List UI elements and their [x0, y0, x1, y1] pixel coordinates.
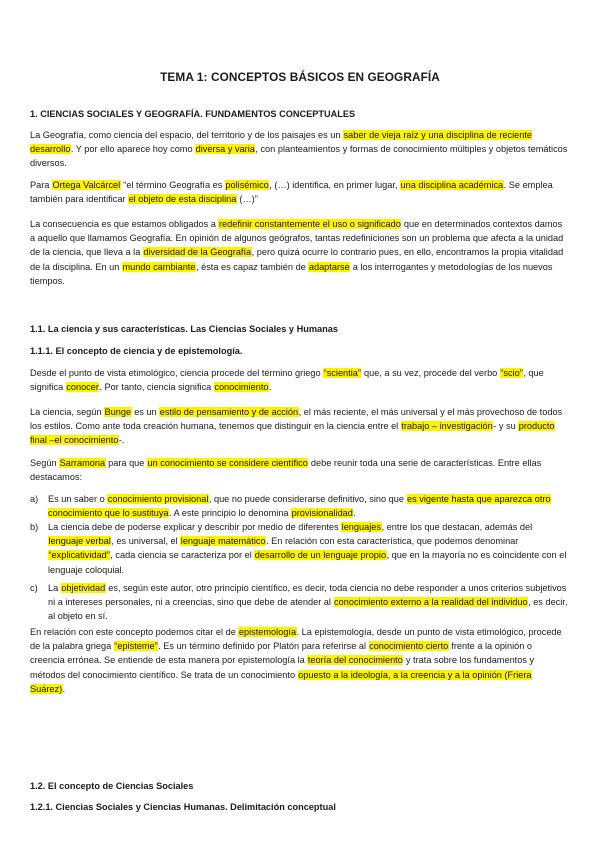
list-bullet: b): [30, 522, 39, 532]
highlighted-text: polisémico: [225, 180, 269, 190]
highlighted-text: saber de vieja raíz y una disciplina de reciente desarrollo: [30, 130, 533, 155]
text-run: , ésta es capaz también de: [195, 261, 309, 272]
text-run: , con planteamientos y formas de conocimiento múltiples y objetos temáticos diversos.: [30, 144, 568, 169]
text-run: .: [353, 508, 356, 519]
text-run: , cada ciencia se caracteriza por el: [110, 550, 255, 561]
highlighted-text: conocimiento cierto: [369, 641, 449, 652]
paragraph: [30, 128, 568, 171]
paragraph: [30, 456, 568, 484]
text-run: para que: [105, 458, 147, 468]
section-heading-1-2: 1.2. El concepto de Ciencias Sociales: [30, 781, 194, 791]
text-run: es, según este autor, otro principio científico, es decir, toda ciencia no debe responder a unos criterios subjetivos ni a intereses personales, ni a creencias, sino que debe de atender al: [48, 583, 567, 608]
text-run: es un: [131, 407, 160, 417]
text-run: Es un saber o: [48, 494, 108, 504]
highlighted-text: es vigente hasta que aparezca otro conocimiento que lo sustituya: [48, 494, 551, 519]
text-run: La ciencia debe de poderse explicar y describir por medio de diferentes: [48, 522, 342, 532]
text-run: . Por tanto, ciencia significa: [99, 382, 214, 393]
text-run: Según: [30, 458, 60, 468]
highlighted-text: el objeto de esta disciplina: [128, 194, 237, 205]
paragraph: [30, 625, 568, 696]
section-heading-1-2-1: 1.2.1. Ciencias Sociales y Ciencias Humanas. Delimitación conceptual: [30, 802, 336, 812]
paragraph: [30, 178, 568, 206]
highlighted-text: Bunge: [104, 407, 132, 417]
list-bullet: a): [30, 494, 39, 504]
text-run: que en determinados contextos damos a aquello que llamamos Geografía. En opinión de algunos geógrafos, tantas redefiniciones son un problema que afecta a la unidad de la ciencia, que lleva a la: [30, 219, 564, 258]
text-run: . Se emplea también para identificar: [30, 180, 553, 205]
highlighted-text: provisionalidad: [291, 508, 353, 519]
highlighted-text: opuesto a la ideología, a la creencia y a la opinión (Friera Suárez): [30, 669, 532, 694]
highlighted-text: “explicatividad”: [48, 550, 110, 561]
highlighted-text: diversidad de la Geografía: [143, 247, 252, 258]
highlighted-text: desarrollo de un lenguaje propio: [254, 550, 387, 561]
text-run: frente a la opinión o creencia errónea. Se entiende de esta manera por epistemología la: [30, 641, 533, 666]
paragraph: [30, 217, 568, 288]
highlighted-text: producto final –el conocimiento: [30, 421, 555, 446]
highlighted-text: conocimiento externo a la realidad del individuo: [334, 597, 528, 608]
section-heading-1: 1. CIENCIAS SOCIALES Y GEOGRAFÍA. FUNDAMENTOS CONCEPTUALES: [30, 109, 356, 119]
list-item-text: [48, 520, 568, 577]
list-item-text: [48, 581, 568, 624]
text-run: , es universal, el: [111, 536, 181, 547]
list-item-text: [48, 492, 568, 520]
highlighted-text: conocimiento: [214, 382, 269, 393]
text-run: debe reunir toda una serie de características. Entre ellas destacamos:: [30, 458, 542, 483]
text-run: y trata sobre los fundamentos y métodos del conocimiento científico. Se trata de un conocimiento: [30, 655, 535, 680]
highlighted-text: “episteme”: [114, 641, 158, 652]
text-run: , que en la mayoría no es coincidente con el lenguaje coloquial.: [48, 550, 567, 575]
text-run: que, a su vez, procede del verbo: [361, 368, 500, 378]
paragraph: [30, 405, 568, 448]
text-run: , pero quizá ocurre lo contrario pues, en ello, encontramos la propia vitalidad de la disciplina. En un: [30, 247, 564, 272]
text-run: (…)”: [236, 194, 258, 205]
highlighted-text: diversa y varia: [195, 144, 255, 155]
highlighted-text: estilo de pensamiento y de acción: [159, 407, 299, 417]
text-run: La Geografía, como ciencia del espacio, del territorio y de los paisajes es un: [30, 130, 344, 140]
section-heading-1-1: 1.1. La ciencia y sus características. Las Ciencias Sociales y Humanas: [30, 324, 338, 334]
highlighted-text: teoría del conocimiento: [307, 655, 403, 666]
highlighted-text: lenguajes: [341, 522, 381, 532]
text-run: a los interrogantes y metodologías de los nuevos tiempos.: [30, 261, 553, 286]
text-run: La ciencia, según: [30, 407, 105, 417]
highlighted-text: conocimiento provisional: [107, 494, 209, 504]
highlighted-text: redefinir constantemente el uso o significado: [218, 219, 401, 229]
highlighted-text: objetividad: [61, 583, 106, 593]
text-run: Para: [30, 180, 52, 190]
highlighted-text: Ortega Valcárcel: [52, 180, 121, 190]
text-run: , entre los que destacan, además del: [381, 522, 533, 532]
highlighted-text: mundo cambiante: [122, 261, 196, 272]
text-run: Desde el punto de vista etimológico, ciencia procede del término griego: [30, 368, 324, 378]
text-run: . La epistemología, desde un punto de vista etimológico, procede de la palabra griega: [30, 627, 562, 652]
highlighted-text: un conocimiento se considere científico: [147, 458, 308, 468]
highlighted-text: una disciplina académica: [400, 180, 504, 190]
text-run: . Es un término definido por Platón para referirse al: [158, 641, 369, 652]
text-run: , que significa: [30, 368, 544, 393]
highlighted-text: Sarramona: [59, 458, 106, 468]
text-run: En relación con este concepto podemos citar el de: [30, 627, 239, 637]
highlighted-text: epistemología: [238, 627, 297, 637]
text-run: La consecuencia es que estamos obligados a: [30, 219, 219, 229]
text-run: .: [268, 382, 272, 393]
highlighted-text: conocer: [66, 382, 99, 393]
text-run: . Y por ello aparece hoy como: [70, 144, 196, 155]
list-bullet: c): [30, 583, 38, 593]
text-run: “el término Geografía es: [120, 180, 225, 190]
highlighted-text: “scio”: [500, 368, 523, 378]
section-heading-1-1-1: 1.1.1. El concepto de ciencia y de epistemología.: [30, 346, 243, 356]
highlighted-text: trabajo – investigación: [401, 421, 493, 432]
text-run: , que no puede considerarse definitivo, sino que: [208, 494, 407, 504]
highlighted-text: lenguaje verbal: [48, 536, 111, 547]
text-run: - y su: [493, 421, 519, 432]
text-run: . A este principio lo denomina: [169, 508, 292, 519]
paragraph: [30, 366, 568, 394]
document-title: TEMA 1: CONCEPTOS BÁSICOS EN GEOGRAFÍA: [160, 70, 440, 84]
text-run: .: [62, 683, 66, 694]
text-run: La: [48, 583, 61, 593]
text-run: , (…) identifica, en primer lugar,: [269, 180, 401, 190]
text-run: . En relación con esta característica, que podemos denominar: [266, 536, 519, 547]
text-run: , es decir, al objeto en sí.: [48, 597, 568, 622]
text-run: -.: [118, 435, 125, 446]
highlighted-text: adaptarse: [308, 261, 350, 272]
highlighted-text: lenguaje matemático: [180, 536, 266, 547]
highlighted-text: “scientia”: [323, 368, 361, 378]
text-run: , el más reciente, el más universal y el más provechoso de todos los estilos. Como ante toda creación humana, tenemos que distinguir en la ciencia entre el: [30, 407, 563, 432]
